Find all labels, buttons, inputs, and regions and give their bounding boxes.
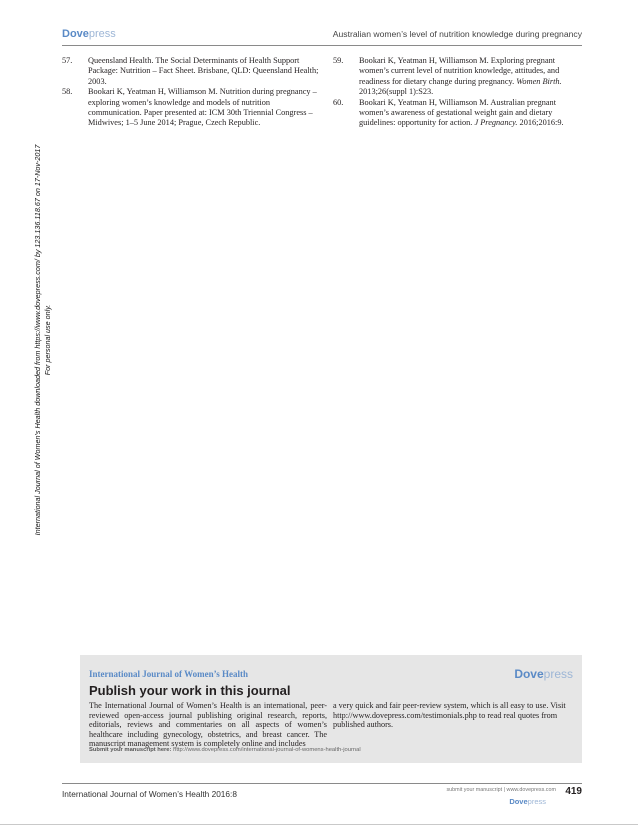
promo-text-right: a very quick and fair peer-review system, which is all easy to use. Visit http://www.dovepress.com/testimonials.php to read real quotes from published authors. — [333, 701, 566, 730]
submit-manuscript-link[interactable]: http://www.dovepress.com/international-journal-of-womens-health-journal — [173, 747, 361, 753]
promo-text-left: The International Journal of Women’s Health is an international, peer-reviewed open-access journal publishing original research, reports, editorials, reviews and commentaries on all aspects of women’s healthcare including gynecology, obstetrics, and breast cancer. The manuscript management system is completely online and includes — [89, 701, 327, 749]
dovepress-logo: Dovepress — [62, 28, 116, 40]
bottom-divider — [0, 824, 638, 825]
dovepress-logo: Dovepress — [514, 667, 573, 681]
references-left-column — [62, 56, 324, 129]
reference-item: 57. Queensland Health. The Social Determinants of Health Support Package: Nutrition – Fact Sheet. Brisbane, QLD: Queensland Health; 2003. — [62, 56, 319, 86]
dovepress-logo: Dovepress — [509, 797, 546, 806]
submit-manuscript-line: Submit your manuscript here: http://www.dovepress.com/international-journal-of-womens-health-journal — [89, 747, 361, 753]
reference-item: 59. Bookari K, Yeatman H, Williamson M. Exploring pregnant women’s current level of nutrition knowledge, attitudes, and readiness for dietary change during pregnancy. Women Birth. 2013;26(suppl 1):S23. — [333, 56, 562, 97]
reference-item: 60. Bookari K, Yeatman H, Williamson M. Australian pregnant women’s awareness of gestational weight gain and dietary guidelines: opportunity for action. J Pregnancy. 2016;2016:9. — [333, 97, 564, 128]
download-notice-line1: International Journal of Women's Health downloaded from https://www.dovepress.com/ by 123.136.118.67 on 17-Nov-2017 — [33, 144, 42, 536]
journal-name: Women Birth. — [516, 76, 562, 86]
publish-promo-box — [80, 655, 582, 763]
page-number: 419 — [565, 786, 582, 797]
reference-item: 58. Bookari K, Yeatman H, Williamson M. Nutrition during pregnancy – exploring women’s knowledge and models of nutrition communication. Paper presented at: ICM 30th Triennial Congress – Midwives; 1–5 June 2014; Prague, Czech Republic. — [62, 87, 317, 128]
page-header — [62, 27, 582, 46]
footer-journal-citation: International Journal of Women’s Health 2016:8 — [62, 789, 237, 799]
promo-heading: Publish your work in this journal — [89, 683, 291, 698]
running-title: Australian women’s level of nutrition knowledge during pregnancy — [332, 29, 582, 39]
journal-name: J Pregnancy. — [474, 118, 518, 128]
references-right-column — [333, 56, 585, 129]
page-footer — [62, 783, 582, 814]
footer-submit-link[interactable]: submit your manuscript | www.dovepress.com — [446, 787, 556, 793]
download-notice-line2: For personal use only. — [43, 304, 52, 376]
promo-journal-name: International Journal of Women’s Health — [89, 669, 249, 679]
